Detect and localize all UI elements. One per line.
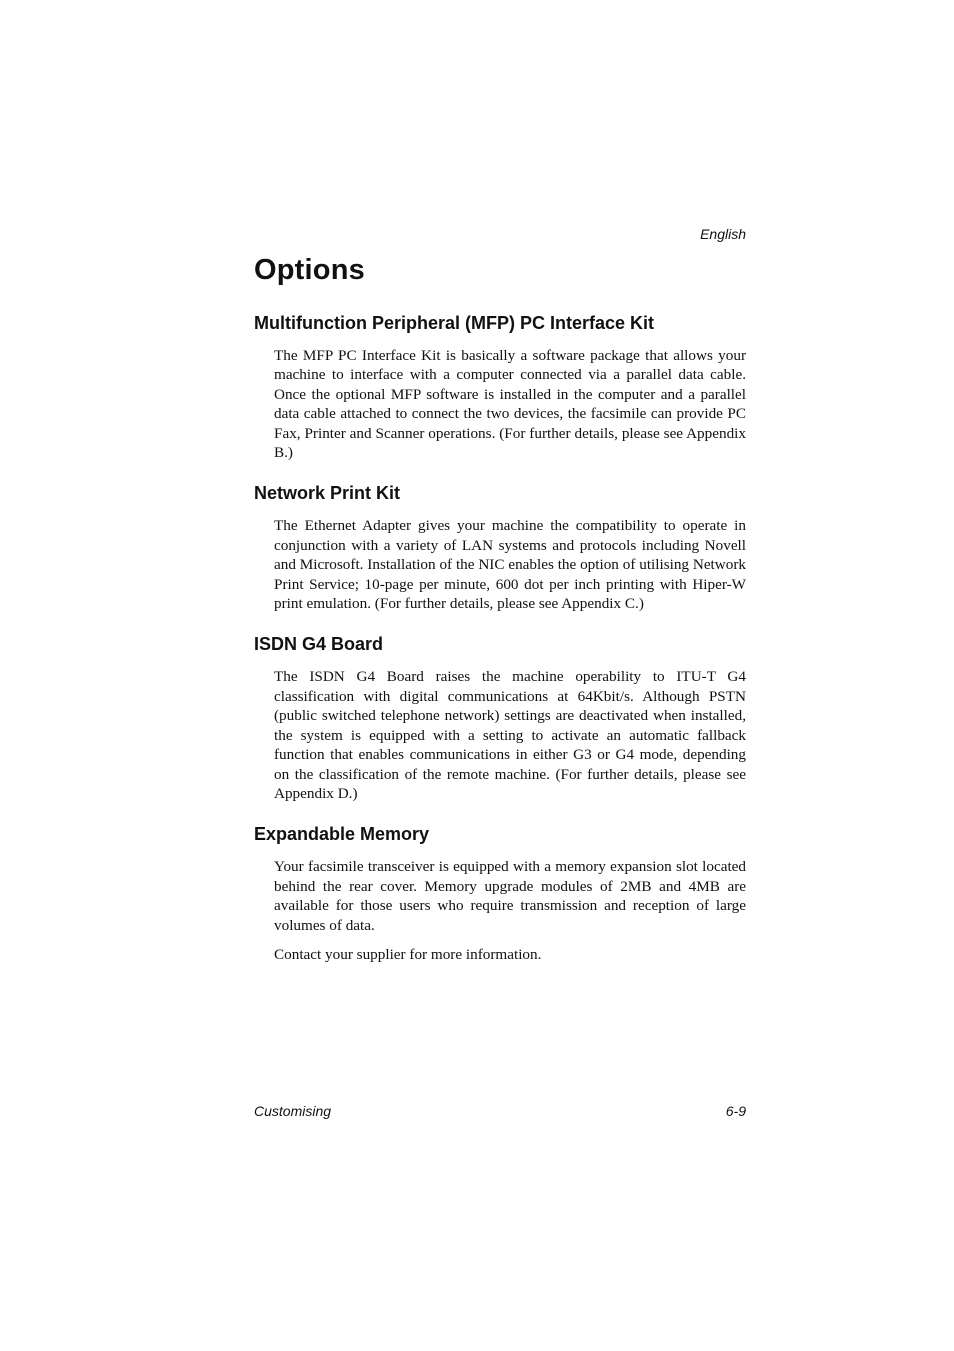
section-expandable-memory [254, 821, 746, 964]
document-body [254, 310, 746, 982]
section-paragraph: The MFP PC Interface Kit is basically a software package that allows your machine to interface with a computer connected via a parallel data cable. Once the optional MFP software is installed in the computer and a parallel data cable attached to connect the two devices, the facsimile can provide PC Fax, Printer and Scanner operations. (For further details, please see Appendix B.) [274, 347, 746, 462]
header-language: English [700, 226, 746, 242]
section-paragraph: Contact your supplier for more information. [274, 945, 542, 963]
section-paragraph: The ISDN G4 Board raises the machine operability to ITU-T G4 classification with digital communications at 64Kbit/s. Although PSTN (public switched telephone network) settings are deactivated when installed, the system is equipped with a setting to activate an automatic fallback function that enables communications in either G3 or G4 mode, depending on the classification of the remote machine. (For further details, please see Appendix D.) [274, 668, 746, 802]
section-isdn-g4-board [254, 631, 746, 803]
section-network-print-kit [254, 480, 746, 613]
section-heading: Multifunction Peripheral (MFP) PC Interface Kit [254, 313, 655, 333]
page-footer [254, 1103, 746, 1119]
section-heading: ISDN G4 Board [254, 634, 384, 655]
page-title: Options [254, 254, 365, 286]
section-heading: Network Print Kit [254, 483, 401, 504]
footer-page-number: 6-9 [725, 1103, 746, 1119]
section-paragraph: Your facsimile transceiver is equipped with a memory expansion slot located behind the rear cover. Memory upgrade modules of 2MB and 4MB are available for those users who require transmission and reception of large volumes of data. [274, 858, 746, 934]
footer-chapter: Customising [254, 1103, 332, 1119]
section-paragraph: The Ethernet Adapter gives your machine the compatibility to operate in conjunction with a variety of LAN systems and protocols including Novell and Microsoft. Installation of the NIC enables the option of utilising Network Print Service; 10-page per minute, 600 dot per inch printing with Hiper-W print emulation. (For further details, please see Appendix C.) [274, 517, 746, 613]
section-mfp-pc-interface-kit [254, 310, 746, 462]
section-heading: Expandable Memory [254, 824, 430, 845]
